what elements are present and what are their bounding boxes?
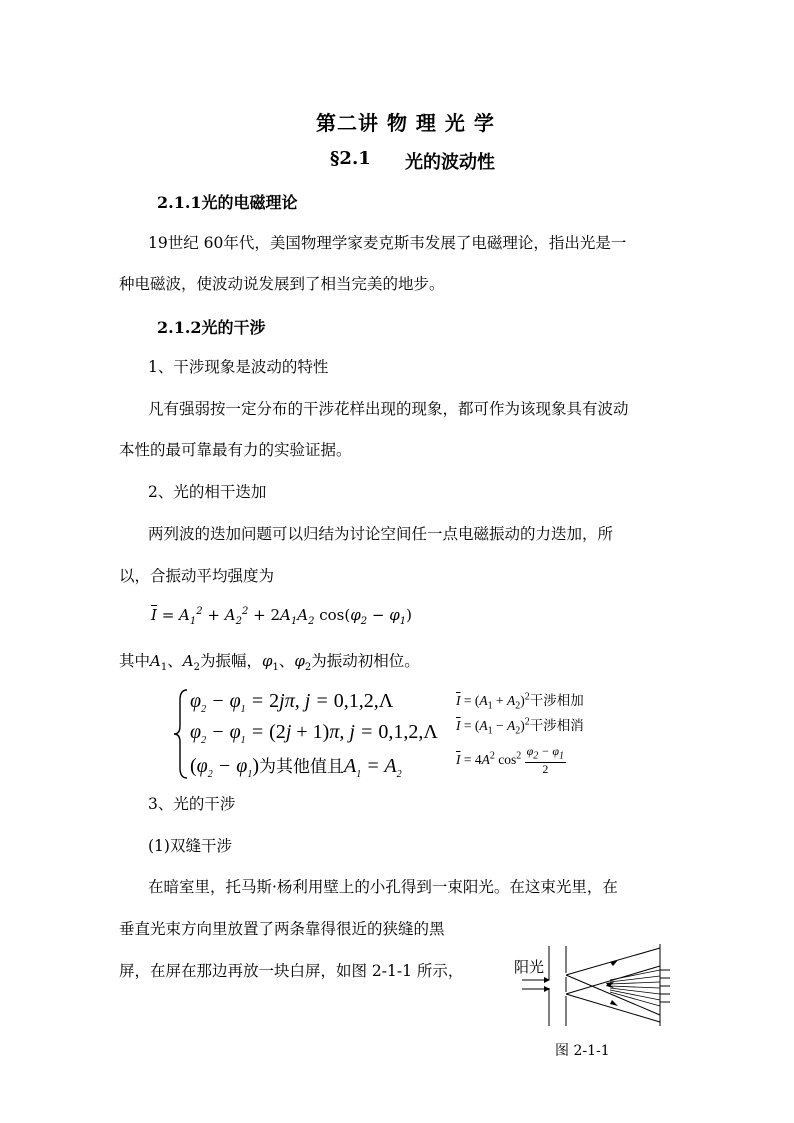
section-number: §2.1 xyxy=(330,148,371,169)
result-constructive: $\overline{I} = (A_1 + A_2)^2$干涉相加 xyxy=(456,691,584,712)
amplitude-phase-line: 其中$A_1$、$A_2$为振幅，$\varphi_1$、$\varphi_2$为振动初相位。 xyxy=(119,652,420,674)
paragraph-em-theory-line2: 种电磁波，使波动说发展到了相当完美的地步。 xyxy=(119,275,445,293)
item-2: 2、光的相干迭加 xyxy=(148,483,267,501)
paragraph-young-line2: 垂直光束方向里放置了两条靠得很近的狭缝的黑 xyxy=(119,920,445,938)
cases-brace xyxy=(172,688,190,780)
paragraph-superposition-line1: 两列波的迭加问题可以归结为讨论空间任一点电磁振动的力迭加，所 xyxy=(148,525,614,543)
paragraph-young-line1: 在暗室里，托马斯·杨利用壁上的小孔得到一束阳光。在这束光里，在 xyxy=(148,878,618,896)
section-title: 光的波动性 xyxy=(405,152,495,173)
paragraph-em-theory-line1: 19世纪 60年代，美国物理学家麦克斯韦发展了电磁理论，指出光是一 xyxy=(148,234,627,252)
item-3: 3、光的干涉 xyxy=(148,795,236,813)
intensity-equation: $\overline{I} = A_1^2 + A_2^2 + 2A_1A_2$ $\cos(\varphi_2 - \varphi_1)$ xyxy=(151,606,412,627)
heading-2-1-1: 2.1.1光的电磁理论 xyxy=(157,193,298,212)
figure-caption: 图 2-1-1 xyxy=(555,1043,610,1059)
double-slit-diagram xyxy=(514,940,704,1030)
case-destructive: $\varphi_2 - \varphi_1 = (2j + 1)\pi$, j = 0,1,2,Λ xyxy=(190,721,438,746)
figure-label-sunlight: 阳光 xyxy=(514,958,545,976)
subitem-double-slit: (1)双缝干涉 xyxy=(148,837,232,855)
page-title: 第二讲 物 理 光 学 xyxy=(316,111,495,135)
case-constructive: $\varphi_2 - \varphi_1 = 2j\pi$, j = 0,1,2,Λ xyxy=(190,690,394,715)
paragraph-interference-line2: 本性的最可靠最有力的实验证据。 xyxy=(119,441,352,459)
result-general: $\overline{I} = 4A^2$ $\cos^2$ $\frac{\varphi_2 - \varphi_1}{2}$ xyxy=(456,744,565,777)
paragraph-young-line3: 屏，在屏在那边再放一块白屏，如图 2-1-1 所示， xyxy=(119,962,464,980)
heading-2-1-2: 2.1.2光的干涉 xyxy=(157,318,266,337)
result-destructive: $\overline{I} = (A_1 - A_2)^2$干涉相消 xyxy=(456,716,584,737)
paragraph-interference-line1: 凡有强弱按一定分布的干涉花样出现的现象，都可作为该现象具有波动 xyxy=(148,400,629,418)
item-1: 1、干涉现象是波动的特性 xyxy=(148,358,329,376)
case-other: $(\varphi_2 - \varphi_1)$为其他值且$A_1 = A_2$ xyxy=(190,755,402,780)
paragraph-superposition-line2: 以，合振动平均强度为 xyxy=(119,567,275,585)
